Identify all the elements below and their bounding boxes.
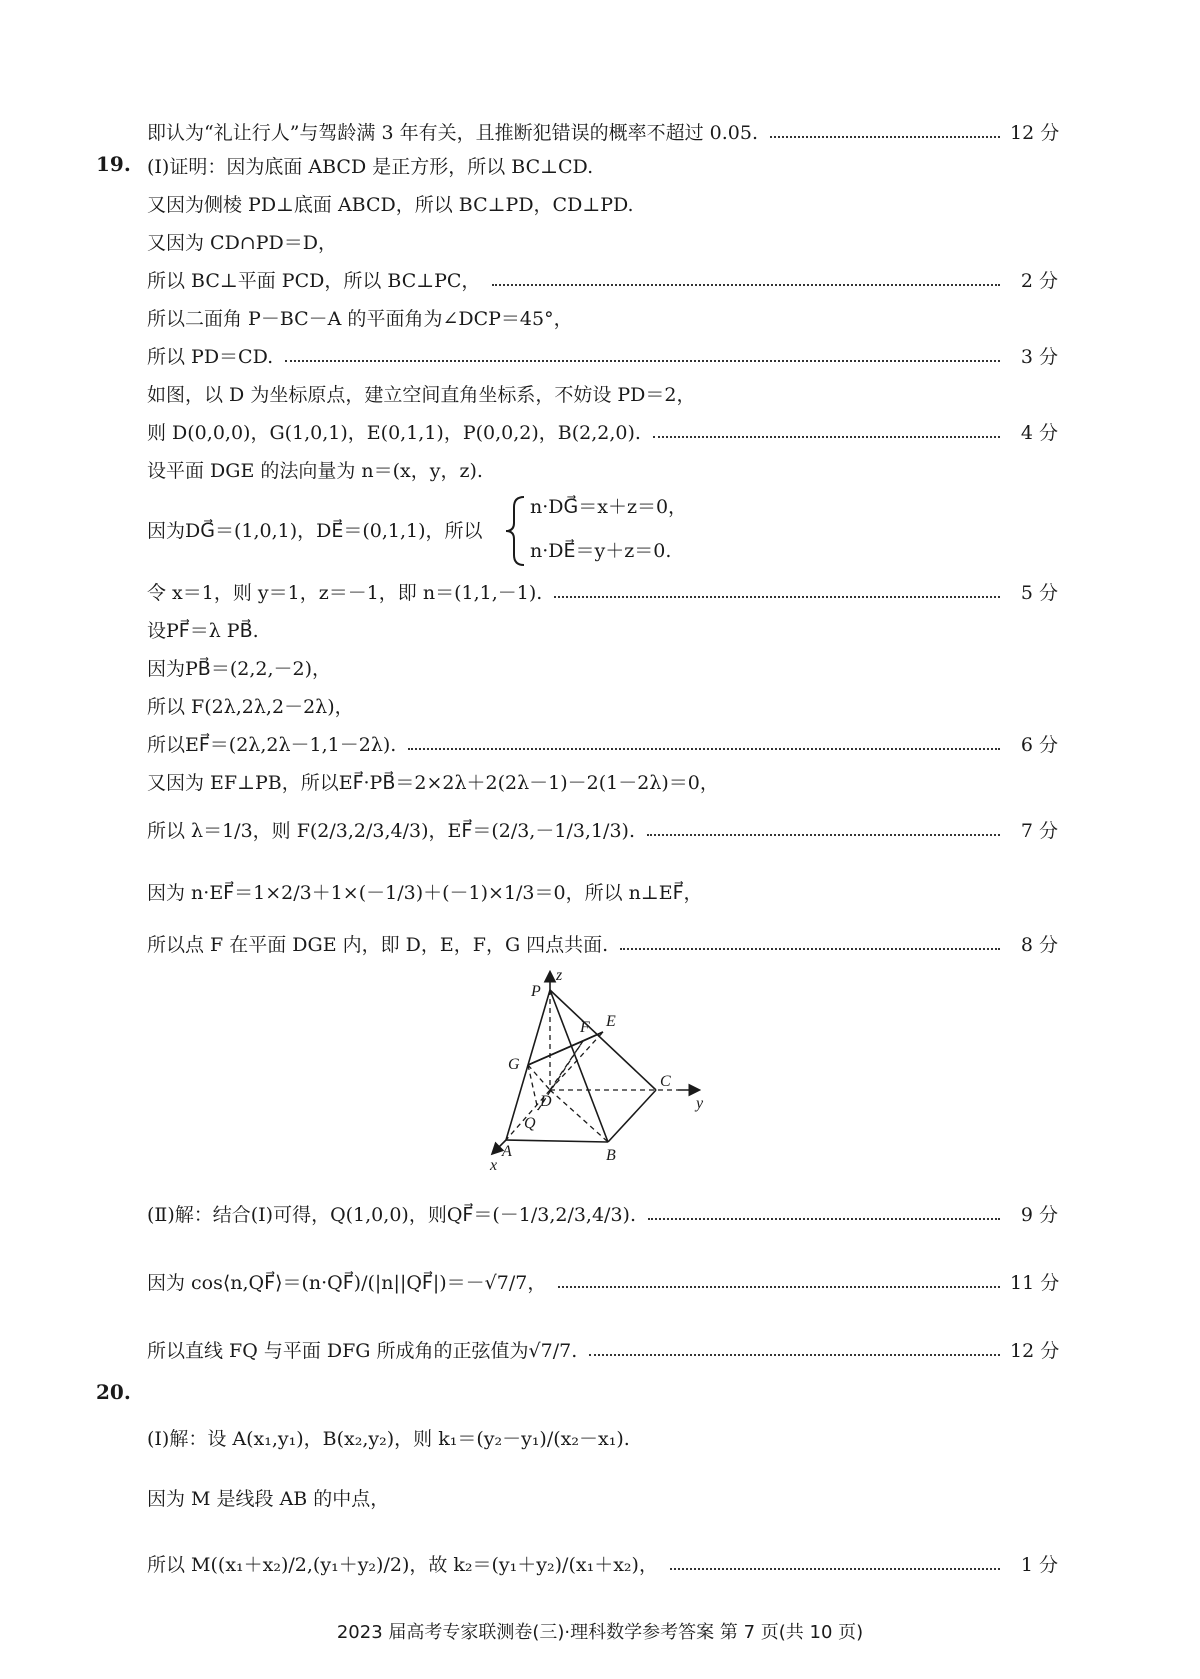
solution-line: 所以点 F 在平面 DGE 内，即 D，E，F，G 四点共面. 8 分 <box>147 930 1058 960</box>
solution-line: 所以 PD＝CD. 3 分 <box>147 342 1058 372</box>
score: 7 分 <box>1020 820 1058 842</box>
score: 12 分 <box>1010 122 1060 144</box>
solution-line: (Ⅱ)解：结合(Ⅰ)可得，Q(1,0,0)，则QF⃗＝(－1/3,2/3,4/3). 9 分 <box>147 1200 1058 1230</box>
equation-system-line-1: n·DG⃗＝x＋z＝0， <box>530 496 688 518</box>
solution-line: 又因为 EF⊥PB，所以EF⃗·PB⃗＝2×2λ＋2(2λ－1)－2(1－2λ)＝0， <box>147 772 719 794</box>
solution-line: (Ⅰ)证明：因为底面 ABCD 是正方形，所以 BC⊥CD. <box>147 156 594 178</box>
label-G: G <box>508 1056 520 1073</box>
equation-system-brace <box>502 495 532 567</box>
solution-line: 所以 λ＝1/3，则 F(2/3,2/3,4/3)，EF⃗＝(2/3,－1/3,1/3). 7 分 <box>147 816 1058 846</box>
solution-line: 因为 M 是线段 AB 的中点， <box>147 1488 390 1510</box>
solution-line: 设PF⃗＝λ PB⃗. <box>147 620 259 642</box>
score: 3 分 <box>1020 346 1058 368</box>
pyramid-coordinate-figure <box>488 970 718 1185</box>
solution-line: 所以 F(2λ,2λ,2－2λ)， <box>147 696 354 718</box>
solution-line: 又因为 CD∩PD＝D， <box>147 232 337 254</box>
solution-line: 如图，以 D 为坐标原点，建立空间直角坐标系，不妨设 PD＝2， <box>147 384 696 406</box>
solution-line: 设平面 DGE 的法向量为 n＝(x，y，z). <box>147 460 483 482</box>
solution-line: 因为PB⃗＝(2,2,－2)， <box>147 658 331 680</box>
score: 12 分 <box>1010 1340 1060 1362</box>
score: 8 分 <box>1020 934 1058 956</box>
solution-line: 所以二面角 P－BC－A 的平面角为∠DCP＝45°， <box>147 308 573 330</box>
solution-line: 所以直线 FQ 与平面 DFG 所成角的正弦值为√7/7. 12 分 <box>147 1336 1058 1366</box>
label-D: D <box>540 1093 552 1110</box>
score: 2 分 <box>1020 270 1058 292</box>
question-number-19: 19. <box>96 152 131 176</box>
label-F: F <box>580 1019 590 1036</box>
label-P: P <box>531 983 541 1000</box>
label-C: C <box>660 1073 671 1090</box>
label-y: y <box>696 1095 704 1112</box>
label-B: B <box>606 1147 616 1164</box>
solution-line: 则 D(0,0,0)，G(1,0,1)，E(0,1,1)，P(0,0,2)，B(2,2,0). 4 分 <box>147 418 1058 448</box>
question-number-20: 20. <box>96 1380 131 1404</box>
solution-line: 因为 n·EF⃗＝1×2/3＋1×(－1/3)＋(－1)×1/3＝0，所以 n⊥EF⃗， <box>147 882 703 904</box>
equation-system-line-2: n·DE⃗＝y＋z＝0. <box>530 540 672 562</box>
solution-line: 所以EF⃗＝(2λ,2λ－1,1－2λ). 6 分 <box>147 730 1058 760</box>
solution-line: 即认为“礼让行人”与驾龄满 3 年有关，且推断犯错误的概率不超过 0.05. 12 分 <box>147 118 1058 148</box>
solution-line: 所以 BC⊥平面 PCD，所以 BC⊥PC， 2 分 <box>147 266 1058 296</box>
score: 1 分 <box>1020 1554 1058 1576</box>
label-A: A <box>502 1143 512 1160</box>
solution-line: 因为 cos⟨n,QF⃗⟩＝(n·QF⃗)/(|n||QF⃗|)＝－√7/7， 11 分 <box>147 1268 1058 1298</box>
score: 6 分 <box>1020 734 1058 756</box>
label-Q: Q <box>524 1115 536 1132</box>
page-footer: 2023 届高考专家联测卷(三)·理科数学参考答案 第 7 页(共 10 页) <box>336 1622 864 1643</box>
label-E: E <box>606 1013 616 1030</box>
score: 4 分 <box>1020 422 1058 444</box>
solution-line: (Ⅰ)解：设 A(x₁,y₁)，B(x₂,y₂)，则 k₁＝(y₂－y₁)/(x₂－x₁). <box>147 1428 630 1450</box>
score: 11 分 <box>1010 1272 1060 1294</box>
score: 5 分 <box>1020 582 1058 604</box>
solution-line: 所以 M((x₁＋x₂)/2,(y₁＋y₂)/2)，故 k₂＝(y₁＋y₂)/(x₁＋x₂)， 1 分 <box>147 1550 1058 1580</box>
label-x: x <box>490 1157 498 1174</box>
label-z: z <box>556 970 563 984</box>
solution-line: 令 x＝1，则 y＝1，z＝－1，即 n＝(1,1,－1). 5 分 <box>147 578 1058 608</box>
score: 9 分 <box>1020 1204 1058 1226</box>
solution-line: 又因为侧棱 PD⊥底面 ABCD，所以 BC⊥PD，CD⊥PD. <box>147 194 634 216</box>
solution-line: 因为DG⃗＝(1,0,1)，DE⃗＝(0,1,1)，所以 <box>147 520 483 542</box>
